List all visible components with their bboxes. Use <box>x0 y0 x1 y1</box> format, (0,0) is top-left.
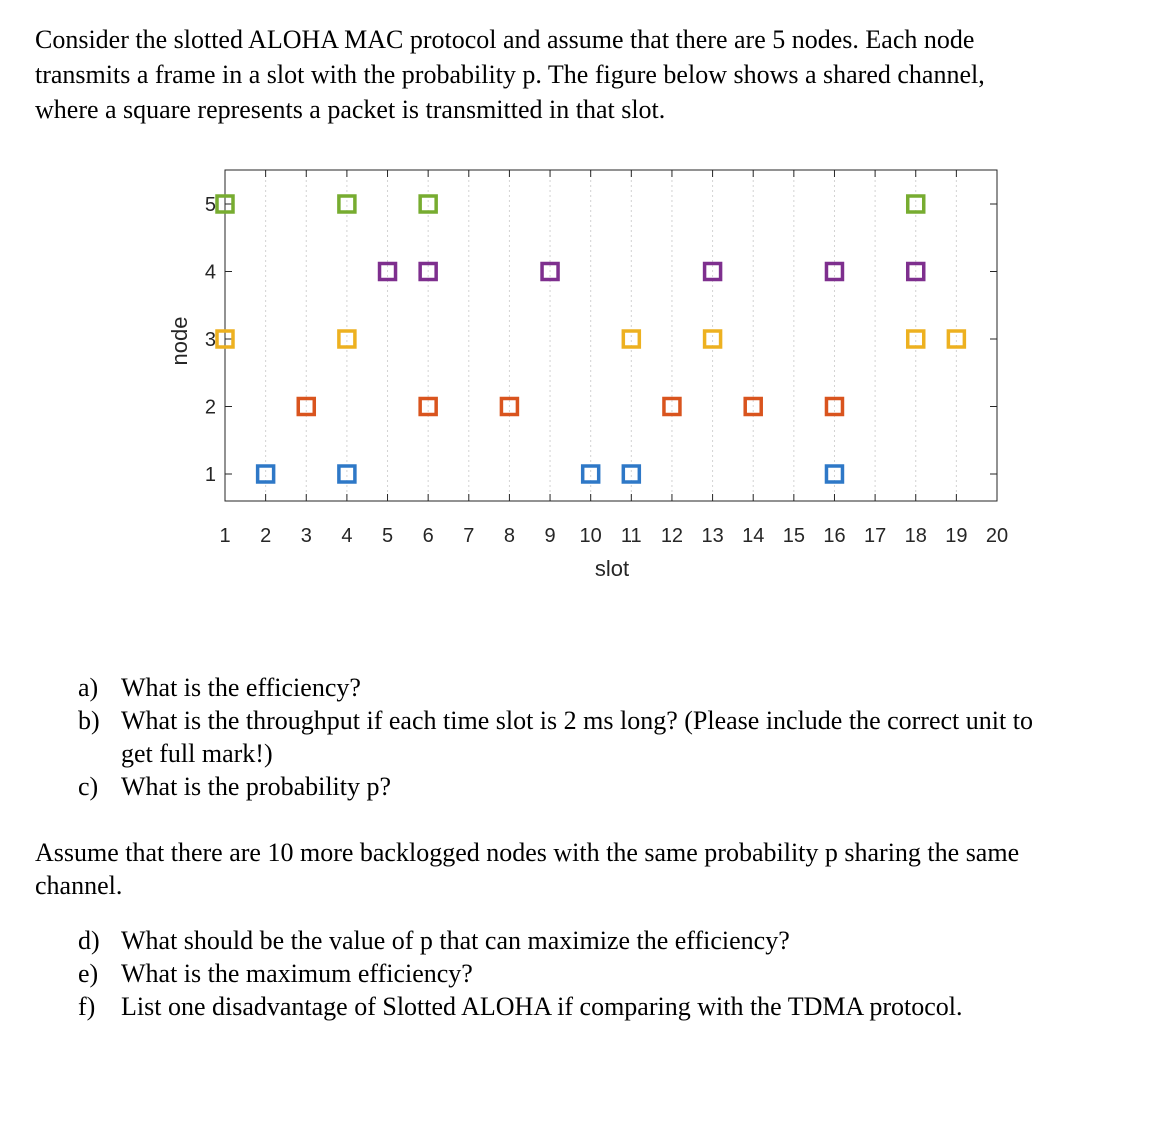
x-tick-label: 8 <box>503 525 515 547</box>
y-tick-label: 2 <box>204 396 216 419</box>
y-tick-label: 1 <box>204 464 216 486</box>
axis-ticks <box>225 170 997 501</box>
x-tick-label: 19 <box>945 525 968 547</box>
question-f <box>78 990 963 1023</box>
question-text: What is the efficiency? <box>121 673 361 702</box>
x-tick-label: 2 <box>260 525 272 547</box>
transmission-marker <box>908 196 924 212</box>
question-b <box>78 704 1033 770</box>
question-label: e) <box>78 959 99 988</box>
x-tick-label: 9 <box>544 525 556 547</box>
slot-node-chart <box>0 150 1156 590</box>
x-tick-label: 15 <box>782 525 805 547</box>
x-tick-label: 6 <box>422 525 434 547</box>
question-text: List one disadvantage of Slotted ALOHA if comparing with the TDMA protocol. <box>121 992 963 1021</box>
question-label: d) <box>78 926 100 955</box>
plot-frame <box>225 170 997 501</box>
transmission-marks <box>217 196 964 482</box>
transmission-marker <box>908 331 924 347</box>
question-text: What is the maximum efficiency? <box>121 959 473 988</box>
y-tick-label: 5 <box>204 194 216 216</box>
question-text: What is the throughput if each time slot is 2 ms long? (Please include the correct unit to <box>121 706 1033 735</box>
x-tick-label: 13 <box>701 525 724 547</box>
x-tick-label: 12 <box>660 525 684 547</box>
problem-intro <box>35 22 1135 127</box>
x-tick-label: 5 <box>381 525 394 547</box>
transmission-marker <box>583 466 599 482</box>
x-tick-label: 10 <box>579 525 602 547</box>
y-tick-label: 3 <box>204 329 216 351</box>
x-tick-label: 7 <box>463 525 475 547</box>
question-a <box>78 671 1033 704</box>
y-axis-label: node <box>167 316 192 366</box>
question-label: c) <box>78 772 99 801</box>
question-label: a) <box>78 673 99 702</box>
grid-lines <box>266 170 957 501</box>
assumption-paragraph <box>35 836 1135 902</box>
transmission-marker <box>948 331 964 347</box>
question-text-continued: get full mark!) <box>121 739 273 768</box>
x-tick-label: 4 <box>341 525 353 547</box>
questions-part-2 <box>78 924 963 1023</box>
x-tick-label: 18 <box>904 525 927 547</box>
transmission-marker <box>623 331 639 347</box>
transmission-marker <box>826 466 842 482</box>
transmission-marker <box>258 466 274 482</box>
y-tick-label: 4 <box>204 261 216 284</box>
intro-line-3: where a square represents a packet is transmitted in that slot. <box>35 95 666 124</box>
transmission-marker <box>705 331 721 347</box>
assumption-line-2: channel. <box>35 871 123 900</box>
x-tick-label: 17 <box>863 525 887 547</box>
axis-tick-labels <box>205 194 1008 547</box>
x-tick-label: 20 <box>985 525 1009 547</box>
transmission-marker <box>420 196 436 212</box>
intro-line-1: Consider the slotted ALOHA MAC protocol and assume that there are 5 nodes. Each node <box>35 25 975 54</box>
assumption-line-1: Assume that there are 10 more backlogged nodes with the same probability p sharing the same <box>35 838 1020 867</box>
intro-line-2: transmits a frame in a slot with the probability p. The figure below shows a shared channel, <box>35 60 985 89</box>
x-tick-label: 11 <box>620 525 642 547</box>
transmission-marker <box>339 466 355 482</box>
questions-part-1 <box>78 671 1033 803</box>
question-label: b) <box>78 706 100 735</box>
x-tick-label: 1 <box>219 525 231 547</box>
question-label: f) <box>78 992 96 1021</box>
question-text: What should be the value of p that can maximize the efficiency? <box>121 926 790 955</box>
question-d <box>78 924 963 957</box>
transmission-marker <box>339 331 355 347</box>
question-e <box>78 957 963 990</box>
question-c <box>78 770 1033 803</box>
x-tick-label: 16 <box>823 525 846 547</box>
x-axis-label: slot <box>594 556 630 581</box>
x-tick-label: 14 <box>742 525 765 547</box>
transmission-marker <box>339 196 355 212</box>
transmission-marker <box>623 466 639 482</box>
question-text: What is the probability p? <box>121 772 392 801</box>
x-tick-label: 3 <box>300 525 312 547</box>
